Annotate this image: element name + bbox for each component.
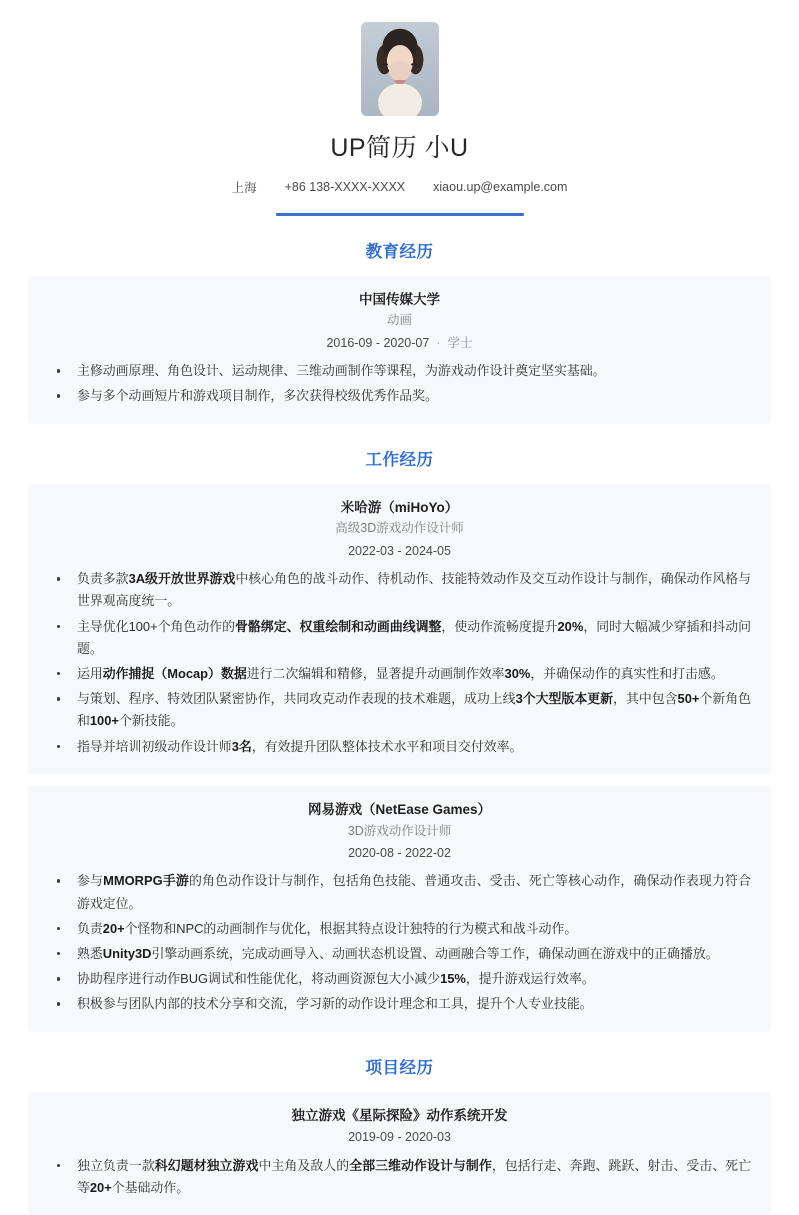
bullet-text: ，包括行走、奔跑、跳跃、射击、受击、死亡等 [77,1158,751,1195]
entry-role: 动画 [48,310,751,331]
bullet-text: 运用 [77,666,103,681]
section-work [0,446,799,1032]
bullet-text: 参与多个动画短片和游戏项目制作，多次获得校级优秀作品奖。 [77,388,438,403]
bullet-emphasis: 骨骼绑定、权重绘制和动画曲线调整 [235,619,441,634]
bullet-text: ，其中包含 [613,691,678,706]
bullet-text: ，提升游戏运行效率。 [466,971,595,986]
bullet-item [48,385,751,407]
entry-block [28,484,771,774]
bullet-emphasis: 3名 [232,739,252,754]
bullet-text: 的角色动作设计与制作，包括角色技能、普通攻击、受击、死亡等核心动作，确保动作表现力符合游戏定位。 [77,873,751,910]
bullet-text: 个怪物和NPC的动画制作与优化，根据其特点设计独特的行为模式和战斗动作。 [125,921,578,936]
bullet-item [48,968,751,990]
entry-date-range: 2022-03 - 2024-05 [348,544,451,558]
bullet-text: 个新技能。 [119,713,183,728]
bullet-text: 协助程序进行动作BUG调试和性能优化，将动画资源包大小减少 [77,971,440,986]
header-divider-wrap [0,213,799,216]
entry-org: 独立游戏《星际探险》动作系统开发 [48,1106,751,1127]
bullet-emphasis: Unity3D [103,946,152,961]
bullet-emphasis: 科幻题材独立游戏 [155,1158,259,1173]
bullet-item [48,663,751,685]
page-title: UP简历 小U [0,132,799,165]
bullet-text: ，使动作流畅度提升 [441,619,557,634]
bullet-text: 个基础动作。 [112,1180,189,1195]
entry-bullet-list [48,568,751,758]
avatar-photo [361,22,439,116]
entry-block [28,1092,771,1215]
bullet-item [48,993,751,1015]
contact-email: xiaou.up@example.com [419,180,581,194]
section-title-education: 教育经历 [0,238,799,262]
bullet-emphasis: 20% [558,619,584,634]
bullet-text: 熟悉 [77,946,103,961]
bullet-text: 中核心角色的战斗动作、待机动作、技能特效动作及交互动作设计与制作，确保动作风格与世界观高度统一。 [77,571,751,608]
bullet-text: 与策划、程序、特效团队紧密协作，共同攻克动作表现的技术难题，成功上线 [77,691,516,706]
avatar-eye-right-icon [411,63,417,66]
avatar-eye-left-icon [382,63,388,66]
bullet-emphasis: 30% [505,666,531,681]
entry-role: 高级3D游戏动作设计师 [48,518,751,539]
bullet-text: 个新角色和 [77,691,751,728]
header-divider [276,213,524,216]
bullet-text: 主导优化100+个角色动作的 [77,619,235,634]
bullet-emphasis: 3A级开放世界游戏 [129,571,236,586]
entry-role: 3D游戏动作设计师 [48,821,751,842]
bullet-emphasis: MMORPG手游 [103,873,189,888]
entry-block [28,276,771,424]
bullet-item [48,870,751,914]
bullet-item [48,360,751,382]
entry-org: 米哈游（miHoYo） [48,498,751,519]
sections-root [0,238,799,1215]
bullet-text: ，并确保动作的真实性和打击感。 [530,666,723,681]
bullet-text: 积极参与团队内部的技术分享和交流，学习新的动作设计理念和工具，提升个人专业技能。 [77,996,593,1011]
bullet-emphasis: 100+ [90,713,119,728]
entry-org: 网易游戏（NetEase Games） [48,800,751,821]
bullet-text: 主修动画原理、角色设计、运动规律、三维动画制作等课程，为游戏动作设计奠定坚实基础。 [77,363,606,378]
bullet-text: 参与 [77,873,103,888]
bullet-emphasis: 20+ [103,921,125,936]
entry-meta [48,842,751,865]
section-education [0,238,799,424]
bullet-text: 中主角及敌人的 [258,1158,349,1173]
bullet-item [48,1155,751,1199]
bullet-emphasis: 全部三维动作设计与制作 [349,1158,492,1173]
entry-date-range: 2016-09 - 2020-07 [326,336,429,350]
entry-bullet-list [48,1155,751,1199]
bullet-text: 进行二次编辑和精修，显著提升动画制作效率 [247,666,505,681]
bullet-text: 负责 [77,921,103,936]
bullet-emphasis: 50+ [678,691,700,706]
bullet-emphasis: 20+ [90,1180,112,1195]
entry-org: 中国传媒大学 [48,290,751,311]
bullet-text: 独立负责一款 [77,1158,155,1173]
entry-block [28,786,771,1032]
bullet-emphasis: 15% [440,971,466,986]
entry-bullet-list [48,360,751,407]
contact-location: 上海 [218,178,271,196]
contact-row [0,178,799,196]
bullet-item [48,568,751,612]
entry-date-range: 2020-08 - 2022-02 [348,846,451,860]
bullet-text: ，同时大幅减少穿插和抖动问题。 [77,619,751,656]
entry-meta [48,332,751,355]
section-title-work: 工作经历 [0,446,799,470]
bullet-emphasis: 动作捕捉（Mocap）数据 [103,666,247,681]
entry-meta-separator: · [429,336,447,350]
bullet-item [48,688,751,732]
bullet-item [48,616,751,660]
bullet-emphasis: 3个大型版本更新 [516,691,613,706]
entry-bullet-list [48,870,751,1015]
section-title-projects: 项目经历 [0,1054,799,1078]
bullet-text: ，有效提升团队整体技术水平和项目交付效率。 [252,739,523,754]
bullet-text: 引擎动画系统，完成动画导入、动画状态机设置、动画融合等工作，确保动画在游戏中的正确播放。 [152,946,719,961]
contact-phone: +86 138-XXXX-XXXX [271,180,420,194]
resume-header [0,0,799,216]
entry-date-range: 2019-09 - 2020-03 [348,1130,451,1144]
section-projects [0,1054,799,1215]
bullet-text: 指导并培训初级动作设计师 [77,739,232,754]
avatar-mouth-icon [394,80,405,84]
bullet-text: 负责多款 [77,571,129,586]
bullet-item [48,736,751,758]
entry-meta [48,540,751,563]
entry-degree: 学士 [448,336,473,350]
bullet-item [48,918,751,940]
avatar [361,22,439,116]
bullet-item [48,943,751,965]
